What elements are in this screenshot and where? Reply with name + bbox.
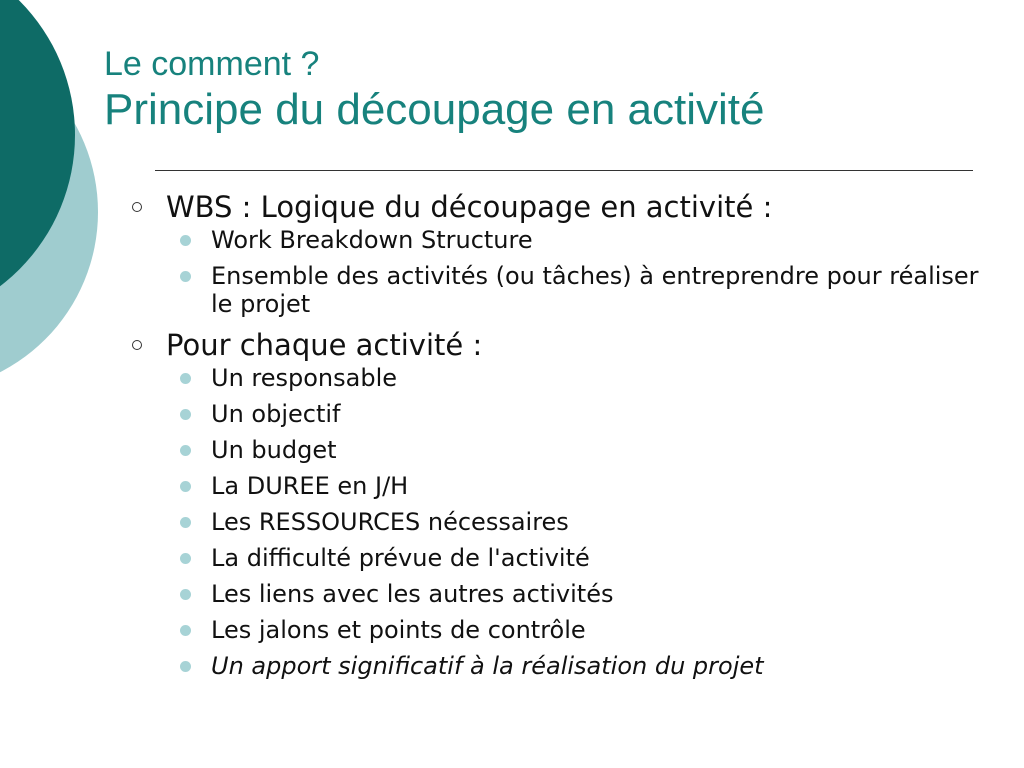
sub-bullet-list [130,364,990,680]
dot-bullet-icon [180,271,191,282]
bullet-text: Un budget [211,436,337,464]
bullet-text: Pour chaque activité : [166,328,483,362]
bullet-text: Un responsable [211,364,398,392]
ring-bullet-icon [132,340,142,350]
dot-bullet-icon [180,517,191,528]
bullet-level-2 [130,508,990,536]
dot-bullet-icon [180,625,191,636]
slide-title [104,44,984,136]
dot-bullet-icon [180,661,191,672]
dot-bullet-icon [180,589,191,600]
bullet-level-2 [130,364,990,392]
dot-bullet-icon [180,481,191,492]
bullet-level-1 [130,326,990,364]
dot-bullet-icon [180,373,191,384]
bullet-text: La DUREE en J/H [211,472,409,500]
bullet-text: Les liens avec les autres activités [211,580,614,608]
bullet-level-2 [130,400,990,428]
title-divider [155,170,973,171]
bullet-level-2 [130,226,990,254]
dot-bullet-icon [180,235,191,246]
bullet-text: Ensemble des activités (ou tâches) à entreprendre pour réaliser le projet [211,262,979,318]
slide-title-line-1: Le comment ? [104,45,320,83]
ring-bullet-icon [132,202,142,212]
dot-bullet-icon [180,445,191,456]
bullet-level-2 [130,262,990,318]
slide-body [130,188,990,688]
bullet-text: WBS : Logique du découpage en activité : [166,190,773,224]
bullet-text: Un objectif [211,400,341,428]
bullet-text: La difficulté prévue de l'activité [211,544,590,572]
bullet-level-2 [130,652,990,680]
bullet-text: Les RESSOURCES nécessaires [211,508,569,536]
slide-title-line-2: Principe du découpage en activité [104,85,765,134]
bullet-text: Un apport significatif à la réalisation du projet [211,652,764,680]
bullet-text: Les jalons et points de contrôle [211,616,586,644]
sub-bullet-list [130,226,990,318]
dot-bullet-icon [180,409,191,420]
bullet-level-2 [130,616,990,644]
bullet-level-2 [130,544,990,572]
bullet-text: Work Breakdown Structure [211,226,533,254]
bullet-level-1 [130,188,990,226]
bullet-level-2 [130,436,990,464]
bullet-level-2 [130,580,990,608]
dot-bullet-icon [180,553,191,564]
bullet-level-2 [130,472,990,500]
